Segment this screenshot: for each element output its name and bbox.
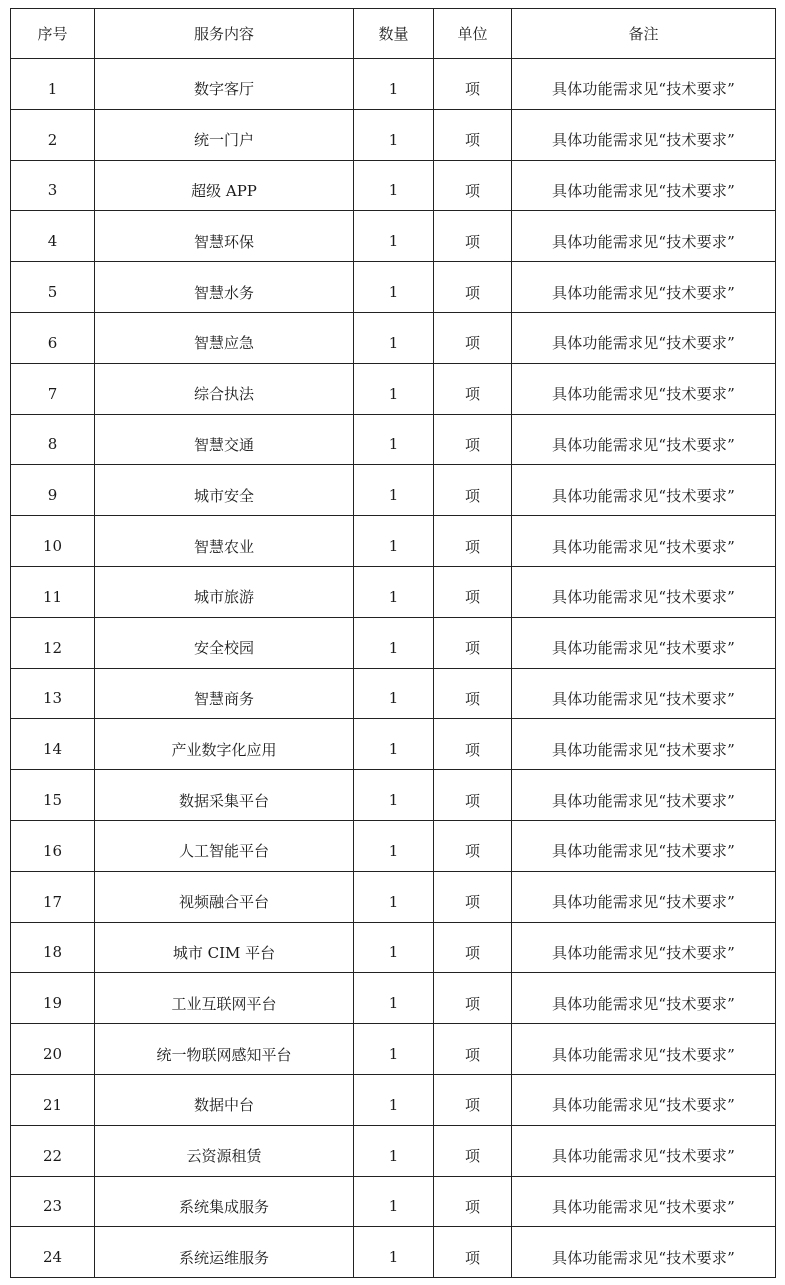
cell-quantity: 1	[354, 211, 434, 262]
cell-serial-number: 18	[11, 922, 95, 973]
cell-quantity: 1	[354, 109, 434, 160]
cell-serial-number: 6	[11, 312, 95, 363]
cell-quantity: 1	[354, 566, 434, 617]
cell-unit: 项	[434, 617, 512, 668]
table-row	[11, 59, 776, 110]
table-row	[11, 312, 776, 363]
cell-quantity: 1	[354, 160, 434, 211]
cell-service-content: 安全校园	[95, 617, 354, 668]
cell-service-content: 城市旅游	[95, 566, 354, 617]
cell-unit: 项	[434, 59, 512, 110]
cell-remarks: 具体功能需求见“技术要求”	[512, 1125, 776, 1176]
table-header-row	[11, 9, 776, 59]
cell-serial-number: 9	[11, 465, 95, 516]
header-service-content: 服务内容	[95, 9, 354, 59]
cell-remarks: 具体功能需求见“技术要求”	[512, 770, 776, 821]
table-row	[11, 1125, 776, 1176]
table-row	[11, 566, 776, 617]
table-row	[11, 1024, 776, 1075]
cell-quantity: 1	[354, 719, 434, 770]
cell-serial-number: 20	[11, 1024, 95, 1075]
cell-quantity: 1	[354, 465, 434, 516]
cell-unit: 项	[434, 871, 512, 922]
cell-quantity: 1	[354, 1176, 434, 1227]
cell-unit: 项	[434, 719, 512, 770]
cell-serial-number: 15	[11, 770, 95, 821]
cell-serial-number: 3	[11, 160, 95, 211]
cell-remarks: 具体功能需求见“技术要求”	[512, 363, 776, 414]
cell-service-content: 城市 CIM 平台	[95, 922, 354, 973]
cell-quantity: 1	[354, 414, 434, 465]
cell-remarks: 具体功能需求见“技术要求”	[512, 414, 776, 465]
cell-unit: 项	[434, 1074, 512, 1125]
table-body	[11, 59, 776, 1278]
header-unit: 单位	[434, 9, 512, 59]
cell-serial-number: 5	[11, 262, 95, 313]
cell-quantity: 1	[354, 1125, 434, 1176]
cell-unit: 项	[434, 668, 512, 719]
table-row	[11, 414, 776, 465]
cell-unit: 项	[434, 160, 512, 211]
cell-serial-number: 1	[11, 59, 95, 110]
cell-serial-number: 19	[11, 973, 95, 1024]
cell-quantity: 1	[354, 668, 434, 719]
cell-serial-number: 7	[11, 363, 95, 414]
cell-quantity: 1	[354, 1024, 434, 1075]
cell-remarks: 具体功能需求见“技术要求”	[512, 1176, 776, 1227]
cell-remarks: 具体功能需求见“技术要求”	[512, 465, 776, 516]
cell-serial-number: 4	[11, 211, 95, 262]
cell-quantity: 1	[354, 922, 434, 973]
cell-unit: 项	[434, 516, 512, 567]
cell-unit: 项	[434, 312, 512, 363]
cell-quantity: 1	[354, 617, 434, 668]
cell-remarks: 具体功能需求见“技术要求”	[512, 566, 776, 617]
cell-quantity: 1	[354, 1227, 434, 1278]
cell-unit: 项	[434, 211, 512, 262]
cell-remarks: 具体功能需求见“技术要求”	[512, 820, 776, 871]
service-list-document	[10, 8, 776, 1278]
cell-service-content: 智慧交通	[95, 414, 354, 465]
header-serial-number: 序号	[11, 9, 95, 59]
table-row	[11, 1176, 776, 1227]
cell-remarks: 具体功能需求见“技术要求”	[512, 668, 776, 719]
cell-remarks: 具体功能需求见“技术要求”	[512, 109, 776, 160]
cell-unit: 项	[434, 820, 512, 871]
cell-serial-number: 10	[11, 516, 95, 567]
cell-serial-number: 8	[11, 414, 95, 465]
cell-service-content: 综合执法	[95, 363, 354, 414]
cell-serial-number: 2	[11, 109, 95, 160]
cell-serial-number: 12	[11, 617, 95, 668]
cell-remarks: 具体功能需求见“技术要求”	[512, 262, 776, 313]
cell-quantity: 1	[354, 363, 434, 414]
cell-remarks: 具体功能需求见“技术要求”	[512, 922, 776, 973]
cell-unit: 项	[434, 1176, 512, 1227]
cell-serial-number: 13	[11, 668, 95, 719]
cell-serial-number: 23	[11, 1176, 95, 1227]
cell-service-content: 统一门户	[95, 109, 354, 160]
cell-serial-number: 14	[11, 719, 95, 770]
cell-unit: 项	[434, 414, 512, 465]
cell-quantity: 1	[354, 516, 434, 567]
cell-unit: 项	[434, 973, 512, 1024]
cell-quantity: 1	[354, 973, 434, 1024]
cell-quantity: 1	[354, 262, 434, 313]
cell-serial-number: 21	[11, 1074, 95, 1125]
table-row	[11, 160, 776, 211]
cell-service-content: 统一物联网感知平台	[95, 1024, 354, 1075]
cell-serial-number: 22	[11, 1125, 95, 1176]
table-row	[11, 1074, 776, 1125]
table-row	[11, 871, 776, 922]
cell-service-content: 产业数字化应用	[95, 719, 354, 770]
cell-service-content: 人工智能平台	[95, 820, 354, 871]
cell-service-content: 智慧应急	[95, 312, 354, 363]
cell-remarks: 具体功能需求见“技术要求”	[512, 719, 776, 770]
cell-service-content: 超级 APP	[95, 160, 354, 211]
cell-remarks: 具体功能需求见“技术要求”	[512, 1074, 776, 1125]
cell-unit: 项	[434, 109, 512, 160]
cell-serial-number: 11	[11, 566, 95, 617]
cell-quantity: 1	[354, 1074, 434, 1125]
cell-remarks: 具体功能需求见“技术要求”	[512, 973, 776, 1024]
cell-remarks: 具体功能需求见“技术要求”	[512, 160, 776, 211]
cell-quantity: 1	[354, 770, 434, 821]
cell-unit: 项	[434, 1227, 512, 1278]
table-row	[11, 211, 776, 262]
table-row	[11, 617, 776, 668]
cell-service-content: 系统集成服务	[95, 1176, 354, 1227]
cell-unit: 项	[434, 922, 512, 973]
cell-remarks: 具体功能需求见“技术要求”	[512, 871, 776, 922]
table-row	[11, 770, 776, 821]
cell-unit: 项	[434, 566, 512, 617]
table-row	[11, 668, 776, 719]
cell-service-content: 智慧农业	[95, 516, 354, 567]
table-row	[11, 262, 776, 313]
cell-service-content: 城市安全	[95, 465, 354, 516]
cell-service-content: 工业互联网平台	[95, 973, 354, 1024]
cell-serial-number: 17	[11, 871, 95, 922]
cell-serial-number: 16	[11, 820, 95, 871]
cell-quantity: 1	[354, 312, 434, 363]
cell-serial-number: 24	[11, 1227, 95, 1278]
cell-remarks: 具体功能需求见“技术要求”	[512, 617, 776, 668]
cell-unit: 项	[434, 465, 512, 516]
table-row	[11, 363, 776, 414]
cell-service-content: 智慧商务	[95, 668, 354, 719]
cell-quantity: 1	[354, 59, 434, 110]
table-row	[11, 516, 776, 567]
service-table	[10, 8, 776, 1278]
cell-unit: 项	[434, 262, 512, 313]
cell-service-content: 智慧环保	[95, 211, 354, 262]
cell-quantity: 1	[354, 871, 434, 922]
cell-remarks: 具体功能需求见“技术要求”	[512, 1024, 776, 1075]
table-row	[11, 820, 776, 871]
header-remarks: 备注	[512, 9, 776, 59]
cell-remarks: 具体功能需求见“技术要求”	[512, 211, 776, 262]
cell-remarks: 具体功能需求见“技术要求”	[512, 59, 776, 110]
cell-service-content: 数字客厅	[95, 59, 354, 110]
cell-service-content: 数据中台	[95, 1074, 354, 1125]
table-row	[11, 973, 776, 1024]
cell-service-content: 数据采集平台	[95, 770, 354, 821]
cell-service-content: 视频融合平台	[95, 871, 354, 922]
cell-service-content: 智慧水务	[95, 262, 354, 313]
cell-remarks: 具体功能需求见“技术要求”	[512, 516, 776, 567]
cell-service-content: 云资源租赁	[95, 1125, 354, 1176]
table-row	[11, 719, 776, 770]
cell-unit: 项	[434, 770, 512, 821]
cell-remarks: 具体功能需求见“技术要求”	[512, 1227, 776, 1278]
cell-remarks: 具体功能需求见“技术要求”	[512, 312, 776, 363]
cell-unit: 项	[434, 363, 512, 414]
header-quantity: 数量	[354, 9, 434, 59]
table-row	[11, 465, 776, 516]
table-row	[11, 109, 776, 160]
table-row	[11, 1227, 776, 1278]
cell-unit: 项	[434, 1024, 512, 1075]
table-row	[11, 922, 776, 973]
cell-service-content: 系统运维服务	[95, 1227, 354, 1278]
cell-quantity: 1	[354, 820, 434, 871]
cell-unit: 项	[434, 1125, 512, 1176]
